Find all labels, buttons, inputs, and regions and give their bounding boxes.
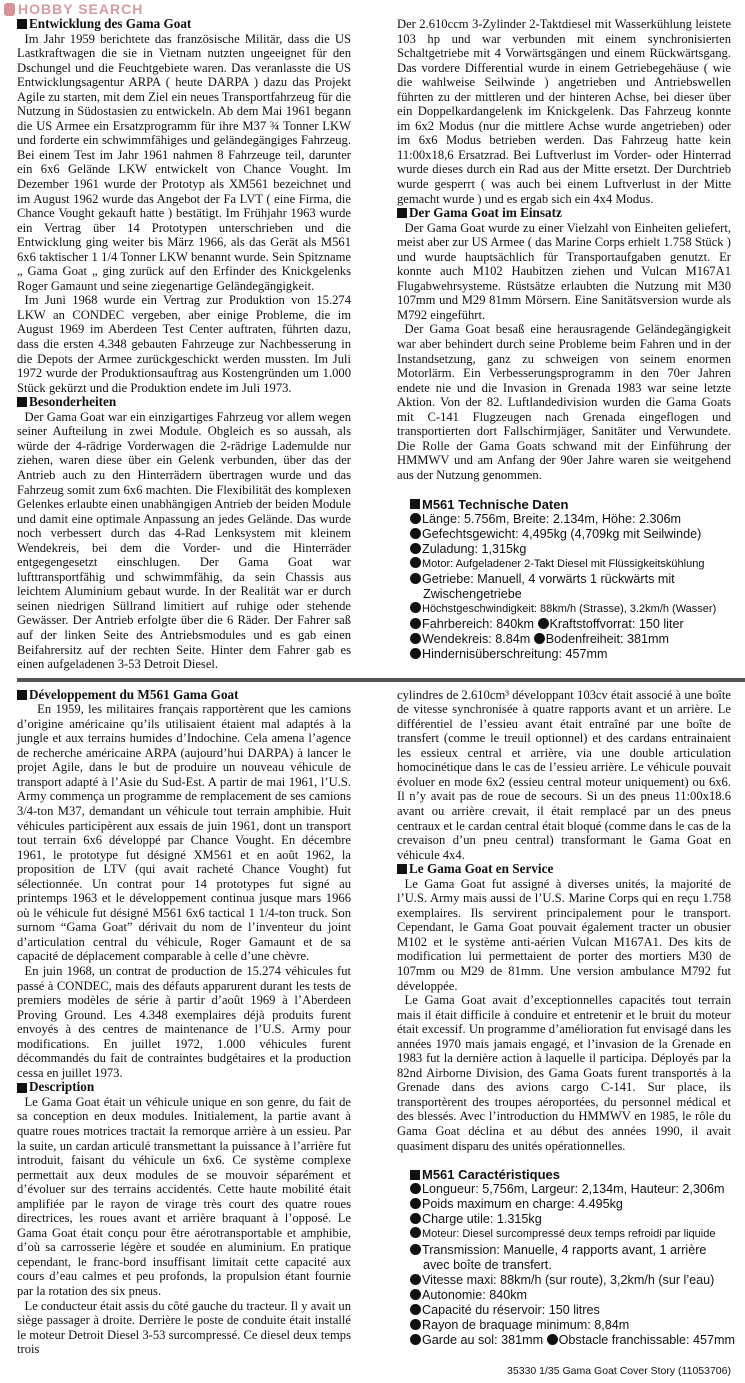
- specs-title-text: M561 Technische Daten: [422, 496, 569, 512]
- german-column-left: [17, 17, 351, 672]
- bullet-icon: [534, 633, 545, 644]
- spec-text: Getriebe: Manuell, 4 vorwärts 1 rückwärts mit: [422, 571, 675, 586]
- heading-text: Le Gama Goat en Service: [409, 861, 554, 877]
- heading-text: Développement du M561 Gama Goat: [29, 686, 239, 702]
- specs-title: [410, 1167, 731, 1182]
- section-heading: [397, 862, 731, 877]
- bullet-icon: [410, 1334, 421, 1345]
- spec-item-continued: Zwischengetriebe: [423, 587, 522, 602]
- paragraph: Le Gama Goat était un véhicule unique en son genre, du fait de sa conception en deux modules. Initialement, la partie avant à quatre roues motrices tractait la remorque arrière à un essieu. Par la suite, un cardan articulé transmettant la puissance à l’arrière fut introduit, faisant du véhicule un 6x6. Ce système complexe permettait aux deux modules de se mouvoir séparément et d’évoluer sur des terrains accidentés. Cette haute mobilité était amplifiée par le rayon de virage très court des quatre roues directrices, les roues avant et arrière braquant à l’opposé. Le Gama Goat était conçu pour être aérotransportable et amphibie, d’où sa carrosserie légère et soudée en aluminium. En pratique cependant, le franc-bord insuffisant limitait cette capacité aux cours d’eau calmes et peu profonds, la propulsion étant fournie par la rotation des six pneus.: [17, 1094, 351, 1299]
- footer-caption: 35330 1/35 Gama Goat Cover Story (11053706): [507, 1364, 731, 1377]
- spec-item: [410, 1227, 731, 1242]
- spec-item: [410, 1288, 731, 1303]
- spec-item: [410, 572, 731, 587]
- bullet-icon: [410, 618, 421, 629]
- paragraph: Im Jahr 1959 berichtete das französische Militär, dass die US Lastkraftwagen die sie in Vietnam nutzten ungeeignet für den Dschungel und die Feuchtgebiete waren. Das veranlasste die US Entwicklungsagentur ARPA ( heute DARPA ) dazu das Projekt Agile zu starten, mit dem Ziel ein neues Transportfahrzeug für die Nutzung in Südostasien zu entwickeln. Ab dem Mai 1961 begann die US Armee ein Ersatzprogramm für ihre M37 ¾ Tonner LKW und forderte ein schwimmfähiges und geländegängiges Fahrzeug. Bei einem Test im Jahr 1961 nahmen 8 Fahrzeuge teil, darunter ein 6x6 Gelände LKW entwickelt von Chance Vought. Im Dezember 1961 wurde der Prototyp als XM561 bezeichnet und im August 1962 wurde das Angebot der Fa LVT ( eine Firma, die Chance Vought gekauft hatte ) bestätigt. Im Frühjahr 1963 wurde ein Vertrag über 14 Prototypen unterschrieben und die Entwicklung ging weiter bis März 1966, als das Gerät als M561 6x6 taktischer 1 1/4 Tonner LKW benannt wurde. Sein Spitzname „ Gama Goat „ ging zurück auf den Erfinder des Knickgelenks Roger Gamaunt und seine ziegenartige Geländegängigkeit.: [17, 31, 351, 293]
- spec-text: Capacité du réservoir: 150 litres: [422, 1302, 600, 1317]
- paragraph: Im Juni 1968 wurde ein Vertrag zur Produktion von 15.274 LKW an CONDEC vergeben, aber einige Probleme, die im August 1969 im Aberdeen Test Center auftraten, führten dazu, dass die ersten 4.348 gebauten Fahrzeuge zur Nachbesserung in die Depots der Armee zurückgeschickt werden mussten. Im Juli 1972 wurde der Produktionsauftrag aus Kostengründen um 1.000 Stück gekürzt und die Produktion endete im Juli 1973.: [17, 293, 351, 395]
- spec-text: Rayon de braquage minimum: 8,84m: [422, 1318, 630, 1333]
- spec-text: Bodenfreiheit: 381mm: [545, 632, 669, 647]
- spec-item: [410, 1182, 731, 1197]
- spec-item-continued: avec boîte de transfert.: [423, 1257, 552, 1272]
- paragraph: cylindres de 2.610cm³ développant 103cv était associé à une boîte de vitesse synchronisée à quatre rapports avant et un arrière. Le différentiel de l’essieu avant était entraîné par une boîte de transfert (comme le treuil optionnel) et des cardans entrainaient les essieux central et arrière, via une double articulation homocinétique dans le cas de l’essieu arrière. Le véhicule pouvait évoluer en mode 6x2 (essieu central moteur uniquement) ou 6x6. Il n’y avait pas de roue de secours. Si un des pneus 11:00x18.6 avant ou arrière crevait, il était remplacé par un des pneus centraux et le cardan central était bloqué (comme dans le cas de la crevaison d’un pneu central) transformant le Gama Goat en véhicule 4x4.: [397, 687, 731, 862]
- spec-text: Höchstgeschwindigkeit: 88km/h (Strasse), 3.2km/h (Wasser): [422, 603, 717, 616]
- square-bullet-icon: [17, 19, 27, 29]
- heading-text: Entwicklung des Gama Goat: [29, 16, 192, 31]
- bullet-icon: [538, 618, 549, 629]
- spec-text: Longueur: 5,756m, Largeur: 2,134m, Hauteur: 2,306m: [422, 1182, 725, 1197]
- specs-title: [410, 497, 731, 512]
- spec-item: [410, 1333, 736, 1348]
- spec-text: Poids maximum en charge: 4.495kg: [422, 1197, 623, 1212]
- bullet-icon: [410, 1304, 421, 1315]
- spec-text: Länge: 5.756m, Breite: 2.134m, Höhe: 2.306m: [422, 511, 682, 526]
- hobby-search-logo-icon: [4, 3, 15, 16]
- bullet-icon: [410, 528, 421, 539]
- spec-item: [410, 1243, 731, 1258]
- section-heading: [17, 17, 351, 32]
- watermark: [0, 0, 745, 17]
- bullet-icon: [410, 1213, 421, 1224]
- bullet-icon: [410, 1274, 421, 1285]
- bullet-icon: [410, 543, 421, 554]
- spec-item: [410, 617, 731, 632]
- bullet-icon: [410, 1183, 421, 1194]
- bullet-icon: [410, 1227, 421, 1238]
- square-bullet-icon: [410, 1170, 420, 1180]
- spec-text: Autonomie: 840km: [422, 1287, 528, 1302]
- spec-text: Vitesse maxi: 88km/h (sur route), 3,2km/h (sur l’eau): [422, 1272, 715, 1287]
- section-divider: [17, 678, 745, 682]
- german-section: [0, 17, 745, 672]
- bullet-icon: [547, 1334, 558, 1345]
- bullet-icon: [410, 573, 421, 584]
- spec-text: Transmission: Manuelle, 4 rapports avant, 1 arrière: [422, 1242, 707, 1257]
- square-bullet-icon: [397, 864, 407, 874]
- spec-item: [410, 1318, 731, 1333]
- watermark-text: HOBBY SEARCH: [18, 1, 144, 17]
- spec-item: [410, 557, 731, 572]
- square-bullet-icon: [17, 397, 27, 407]
- bullet-icon: [410, 633, 421, 644]
- german-specs-box: [410, 497, 731, 663]
- paragraph: En 1959, les militaires français rapportèrent que les camions d’origine américaine qu’ils utilisaient étaient mal adaptés à la jungle et aux terrains humides d’Indochine. Cela amena l’agence de recherche américaine ARPA (aujourd’hui DARPA) à lancer le projet Agile, dans le but de produire un nouveau véhicule de transport adapté à l’Asie du Sud-Est. A partir de mai 1961, l’U.S. Army commença un programme de remplacement de ses camions 3/4-ton M37, demandant un véhicule tout terrain amphibie. Huit véhicules participèrent aux essais de juin 1961, dont un transport tout terrain 6x6 développé par Chance Vought. En décembre 1961, le prototype fut désigné XM561 et en août 1962, la proposition de LTV (qui avait racheté Chance Vought) fut sélectionnée. Un contrat pour 14 prototypes fut signé au printemps 1963 et le développement continua jusque mars 1966 où le véhicule fut désigné M561 6x6 tactical 1 1/4-ton truck. Son surnom “Gama Goat” dérivait du nom de l’inventeur du joint d’articulation central du véhicule, Roger Gamaunt et de sa capacité de déplacement comparable à celle d’une chèvre.: [17, 702, 351, 964]
- french-section: [0, 688, 745, 1357]
- spec-item: [410, 512, 731, 527]
- section-heading: [17, 395, 351, 410]
- german-column-right: [397, 17, 731, 672]
- spec-text: Zuladung: 1,315kg: [422, 541, 527, 556]
- spec-text: Fahrbereich: 840km: [422, 617, 534, 632]
- spec-text: Garde au sol: 381mm: [422, 1333, 544, 1348]
- square-bullet-icon: [397, 208, 407, 218]
- french-column-right: [397, 687, 736, 1357]
- bullet-icon: [410, 1244, 421, 1255]
- heading-text: Description: [29, 1079, 95, 1095]
- spec-item: [410, 632, 731, 647]
- bullet-icon: [410, 602, 421, 613]
- spec-item: [410, 527, 731, 542]
- paragraph: Le conducteur était assis du côté gauche du tracteur. Il y avait un siège passager à droite. Derrière le poste de conduite était installé le moteur Detroit Diesel 3-53 surcompressé. Ce diesel deux temps trois: [17, 1298, 351, 1357]
- paragraph: Le Gama Goat fut assigné à diverses unités, la majorité de l’U.S. Army mais aussi de l’U.S. Marine Corps qui en reçu 1.758 exemplaires. Ils servirent principalement pour le transport. Cependant, le Gama Goat pouvait également tracter un obusier M102 et le système anti-aérien Vulcan M167A1. Des kits de modification lui permettaient de porter des mortiers M30 de 107mm ou M29 de 81mm. Une version ambulance M792 fut développée.: [397, 876, 731, 993]
- bullet-icon: [410, 1319, 421, 1330]
- square-bullet-icon: [17, 1083, 27, 1093]
- paragraph: Le Gama Goat avait d’exceptionnelles capacités tout terrain mais il était difficile à conduire et entretenir et le bruit du moteur était excessif. Un programme d’amélioration fut envisagé dans les années 1970 mais jamais engagé, et l’invasion de la Grenade en 1983 fut la dernière action à laquelle il participa. Déployés par la 82nd Airborne Division, des Gama Goats furent transportés à la Grenade dans des avions cargo C-141. Sur place, ils transportèrent des troupes aéroportées, du personnel médical et des blessés. Avec l’introduction du HMMWV en 1985, le rôle du Gama Goat déclina et au début des années 1990, il avait quasiment disparu des unités opérationnelles.: [397, 993, 731, 1153]
- spec-text: Moteur: Diesel surcompressé deux temps refroidi par liquide: [422, 1228, 716, 1241]
- french-column-left: [17, 688, 351, 1357]
- spec-text: Obstacle franchissable: 457mm: [558, 1333, 736, 1348]
- paragraph: Der Gama Goat besaß eine herausragende Geländegängigkeit war aber behindert durch seine Probleme beim Fahren und in der Instandsetzung, ganz zu schweigen von seinem enormen Motorlärm. Ein Verbesserungsprogramm in den 70er Jahren endete nie und die Invasion in Grenada 1983 war seine letzte Aktion. Von der 82. Luftlandedivision wurden die Gama Goats mit C-141 Flugzeugen nach Grenada eingeflogen und transportierten dort Fallschirmjäger, Sanitäter und Verwundete. Die Rolle der Gama Goats schwand mit der Einführung der HMMWV und am Anfang der 90er Jahre waren sie weitgehend aus der Nutzung genommen.: [397, 322, 731, 482]
- spec-text: Hindernisüberschreitung: 457mm: [422, 647, 608, 662]
- specs-title-text: M561 Caractéristiques: [422, 1167, 561, 1183]
- french-specs-box: [410, 1167, 736, 1348]
- spec-item: [410, 1303, 731, 1318]
- paragraph: Der Gama Goat wurde zu einer Vielzahl von Einheiten geliefert, meist aber zur US Armee ( das Marine Corps erhielt 1.758 Stück ) und wurde hauptsächlich für Transportaufgaben genutzt. Er konnte auch M102 Haubitzen ziehen und Vulcan M167A1 Flugabwehrsysteme. Rüstsätze erlaubten die Nutzung mit M30 107mm und M29 81mm Mörsern. Eine Sanitätsversion wurde als M792 eingeführt.: [397, 220, 731, 322]
- spec-text: Motor: Aufgeladener 2-Takt Diesel mit Flüssigkeitskühlung: [422, 557, 705, 570]
- spec-item: [410, 1212, 731, 1227]
- bullet-icon: [410, 513, 421, 524]
- paragraph: En juin 1968, un contrat de production de 15.274 véhicules fut passé à CONDEC, mais des défauts apparurent durant les tests de premiers modèles de série à partir d’août 1969 à l’Aberdeen Proving Ground. Les 4.348 exemplaires déjà produits furent envoyés à des centres de maintenance de l’U.S. Army pour modifications. En juillet 1972, 1.000 véhicules furent décommandés du fait de contraintes budgétaires et la production cessa en juillet 1973.: [17, 964, 351, 1080]
- section-heading: [17, 688, 351, 703]
- spec-text: Wendekreis: 8.84m: [422, 632, 531, 647]
- square-bullet-icon: [410, 499, 420, 509]
- spec-item: [410, 542, 731, 557]
- spec-text: Charge utile: 1.315kg: [422, 1212, 542, 1227]
- spec-text: Kraftstoffvorrat: 150 liter: [549, 617, 684, 632]
- bullet-icon: [410, 557, 421, 568]
- paragraph: Der 2.610ccm 3-Zylinder 2-Taktdiesel mit Wasserkühlung leistete 103 hp und war verbunden mit einem synchronisierten Schaltgetriebe mit 4 Vorwärtsgängen und einem Rückwärtsgang. Das vordere Differential wurde in einem Getriebegehäuse ( wie die wahlweise Seilwinde ) angetrieben und Antriebswellen führten zu der mittleren und der hinteren Achse, bei dieser über ein Doppelkardangelenk im Knickgelenk. Das Fahrzeug konnte im 6x2 Modus (nur die mittlere Achse wurde angetrieben) oder im 6x6 Modus betrieben werden. Das Fahrzeug hatte kein 11:00x18,6 Ersatzrad. Bei Luftverlust im Vorder- oder Hinterrad wurde dieses durch ein Rad aus der Mitte ersetzt. Der Durchtrieb wurde gesperrt ( was auch bei einem Luftverlust in der Mitte gemacht wurde ) und es ergab sich ein 4x4 Modus.: [397, 17, 731, 206]
- spec-text: Gefechtsgewicht: 4,495kg (4,709kg mit Seilwinde): [422, 526, 702, 541]
- section-heading: [397, 206, 731, 221]
- section-heading: [17, 1080, 351, 1095]
- spec-item: [410, 602, 731, 617]
- bullet-icon: [410, 648, 421, 659]
- square-bullet-icon: [17, 690, 27, 700]
- heading-text: Besonderheiten: [29, 394, 117, 410]
- spec-item: [410, 647, 731, 662]
- heading-text: Der Gama Goat im Einsatz: [409, 205, 562, 221]
- paragraph: Der Gama Goat war ein einzigartiges Fahrzeug vor allem wegen seiner Aufteilung in zwei Module. Obgleich es so aussah, als würde der 4-rädrige Vorderwagen die 2-rädrige Lademulde nur ziehen, waren diese über ein Gelenk verbunden, über das der Antrieb auch zu den Hinterrädern übertragen wurde und das Fahrzeug somit zum 6x6 machten. Die Flexibilität des komplexen Gelenkes erlaubte einen unabhängigen Antrieb der beiden Module und damit eine optimale Anpassung an jedes Gelände. Das wurde noch verbessert durch das 4-Rad Lenksystem mit kleinem Wendekreis, bei dem die Vorder- und die Hinterräder entgegengesetzt einschlugen. Der Gama Goat war lufttransportfähig und schwimmfähig, da sein Chassis aus leichtem Aluminium gebaut wurde. In der Realität war er durch seinen niedrigen Süllrand limitiert auf ruhige oder stehende Gewässer. Der Antrieb erfolgte über die 6 Räder. Der Fahrer saß auf der linken Seite des Antriebsmodules und es gab einen Beifahrersitz auf der rechten Seite. Hinter dem Fahrer gab es einen aufgeladenen 3-53 Detroit Diesel.: [17, 409, 351, 672]
- spec-item: [410, 1273, 731, 1288]
- bullet-icon: [410, 1289, 421, 1300]
